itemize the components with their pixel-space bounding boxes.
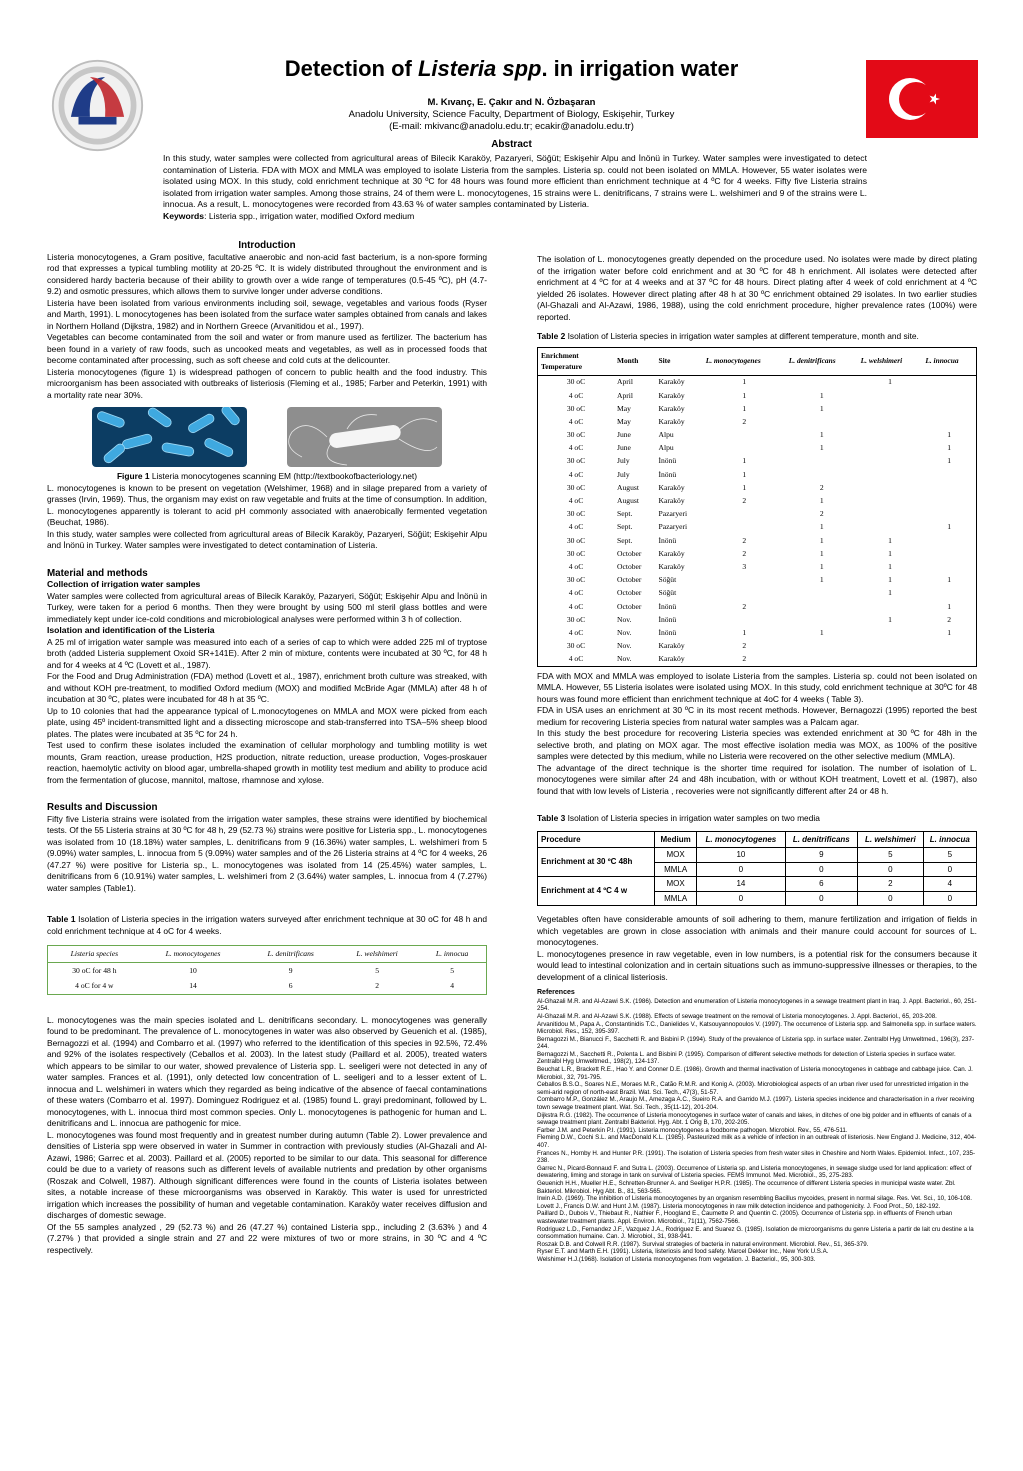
reference-item: Welshimer H.J.(1968). Isolation of Listeria monocytogenes from vegetation. J. Bacteriol., 95, 300-303.: [537, 1255, 816, 1263]
paragraph: For the Food and Drug Administration (FDA) method (Lovett et al., 1987), enrichment broth culture was streaked, with and without KOH pre-treatment, to modified Oxford medium (MOX) and modified McBride Agar (MMLA) after 48 h of incubation at 30 ºC, plates were incubated for 48 h at 35 ºC.: [47, 671, 487, 704]
email: (E-mail: mkivanc@anadolu.edu.tr; ecakir@anadolu.edu.tr): [389, 121, 634, 132]
reference-item: Geuenich H.H., Mueller H.E., Schretten-Brunner A. and Seeliger H.P.R. (1985). The occurrence of different Listeria species in municipal waste water. Zbl. Bakteriol. Mikrobiol. Hyg Abt. B., 81, 563-565.: [537, 1179, 956, 1195]
introduction-heading: Introduction: [238, 240, 296, 251]
table-row: MMLA 0 0 0 0: [538, 862, 977, 877]
paragraph: FDA with MOX and MMLA was employed to isolate Listeria from the samples. Listeria sp. could not been isolated on MMLA. However, 55 Listeria isolates were isolated using MOX. In this study, cold enrichment technique at 30ºC for 48 hours was found more efficient than enrichment technique at 4oC for 4 weeks ( Table 3).: [537, 670, 977, 704]
reference-item: Frances N., Hornby H. and Hunter P.R. (1991). The isolation of Listeria species from fresh water sites in Cheshire and North Wales. Epidemiol. Infect., 107, 235-238.: [537, 1149, 976, 1165]
table-1-caption: Table 1 Isolation of Listeria species in the irrigation waters surveyed after enrichment technique at 30 oC for 48 h and cold enrichment technique at 4 oC for 4 weeks.: [47, 914, 487, 936]
table-header: Enrichment Temperature: [538, 347, 615, 375]
paragraph: Water samples were collected from agricultural areas of Bilecik Karaköy, Pazaryeri, Söğüt; Eskişehir Alpu and İnönü in Turkey, were taken for a period 6 months. Then they were brought by using 500 ml steril glass bottles and were immediately kept under ice-cold conditions and microbiological analyses were performed within 3 h of collection.: [47, 590, 487, 624]
paragraph: L. monocytogenes was the main species isolated and L. denitrificans secondary. L. monocytogenes was generally found to be predominant. The prevalence of L. monocytogenes in water was also observed by Geuenich et al. (1985), Bernagozzi et al. (1994) and Combarro et al. (1997) who referred to the identification of this species in 92.5%, 72.4% and 92% of the isolates respectively (Ceballos et al. 2003). In the latest study (Paillard et al. 2005), treated waters which appears to be similar to our water, showed prevalence of Listeria spp. L. seeligeri were not detected in any of water samples. Frances et al. (1991), only detected low concentration of L. seeligeri and to a lesser extent of L. innocua and L. welshimeri in waters which they regarded as being indicative of the absence of faecal contaminations of these waters (Combarro et al. 1997). Dominguez Rodriguez et al. (1985) found L. grayi predominant, followed by L. monocytogenes, with L. innocua third most common species. Only L. monocytogenes is pathogenic for human and L. denitrificans and L. innocua are pathogenic for mice.: [47, 1014, 487, 1128]
table-row: 4 oC October Karaköy 3 1 1: [568, 561, 892, 571]
table-row: 4 oC Nov. Karaköy 2: [568, 654, 747, 664]
paragraph: Test used to confirm these isolates included the examination of cellular morphology and tumbling motility is wet mounts, Gram reaction, urease production, H2S production, nitrate reduction, urease production, Voges-proskauer reaction, haemolytic activity on blood agar, umbrella-shaped growth in motility test medium and ability to produce acid from the fermentation of glucose, mannitol, maltose, rhamnose and xylose.: [47, 740, 487, 785]
paragraph: FDA in USA uses an enrichment at 30 ºC in its most recent methods. However, Bernagozzi (1995) reported the best medium for recovering Listeria species from natural water samples was a Palcam agar.: [537, 705, 977, 727]
table-row: 4 oC April Karaköy 1 1: [568, 390, 824, 400]
subheading: Collection of irrigation water samples: [47, 579, 201, 589]
listeria-cells-image: [92, 407, 247, 467]
table-row: 30 oC October Söğüt 1 1 1: [566, 575, 952, 585]
table-row: 4 oC for 4 w 14 6 2 4: [75, 981, 454, 990]
results-heading: Results and Discussion: [47, 802, 158, 813]
crescent-star-icon: [866, 60, 978, 138]
left-column: [47, 240, 487, 1256]
paragraph: A 25 ml of irrigation water sample was measured into each of a series of cap to which were added 225 ml of tryptose broth (added Listeria supplement Oxoid SR+141E). After 2 min of mixture, contents were incubated at 30 ºC, for 48 h and for 4 weeks at 4 ºC (Lovett et al., 1987).: [47, 636, 487, 670]
table-header: L. denitrificans: [785, 831, 858, 848]
paragraph: In this study, water samples were collected from agricultural areas of Bilecik Karaköy, Pazaryeri, Söğüt; Eskişehir Alpu and İnönü in Turkey. Water samples were investigated to detect contamination of Listeria.: [47, 528, 487, 550]
table-row: 30 oC April Karaköy 1 1: [566, 377, 892, 387]
table-header: Site: [655, 347, 702, 375]
table-1: [47, 945, 487, 995]
reference-item: Arvanitidou M., Papa A., Constantinidis T.C., Danielides V., Katsouyannopoulos V. (1997). The occurrence of Listeria spp. and Salmonella spp. in surface waters. Microbiol. Res., 152, 395-397.: [537, 1020, 977, 1036]
references: [537, 989, 977, 1263]
university-logo: [50, 58, 145, 153]
reference-item: Farber J.M. and Peterkin P.I. (1991). Listeria monocytogenes a foodborne pathogen. Microbiol. Rev., 55, 476-511.: [537, 1126, 848, 1134]
table-2: [537, 347, 977, 667]
table-row: 30 oC Nov. İnönü 1 2: [566, 614, 952, 624]
table-row: 4 oC Nov. İnönü 1 1 1: [568, 627, 952, 637]
affiliation: Anadolu University, Science Faculty, Department of Biology, Eskişehir, Turkey (E-mail: mkivanc@anadolu.edu.tr; ecakir@anadolu.edu.tr): [200, 109, 823, 133]
table-row: 30 oC June Alpu 1 1: [566, 430, 952, 440]
figure-caption: Figure 1 Listeria monocytogenes scanning EM (http://textbookofbacteriology.net): [116, 471, 418, 481]
reference-item: Al-Ghazali M.R. and Al-Azawi S.K. (1988). Effects of sewage treatment on the removal of Listeria monocytogenes. J. Appl. Bacteriol., 65, 203-208.: [537, 1012, 937, 1020]
abstract-text: In this study, water samples were collected from agricultural areas of Bilecik Karaköy, Pazaryeri, Söğüt; Eskişehir Alpu and İnönü in Turkey. Water samples were investigated to detect contamination of Listeria. FDA with MOX and MMLA was employed to isolate Listeria from the samples. Listeria sp. could not been isolated on MMLA. However, 55 water isolates were isolated using MOX. In this study, cold enrichment technique at 30 ºC for 48 hours was found more efficient than enrichment technique at 4 ºC for 4 weeks. Fifty five Listeria strains isolated from irrigation water samples. Among those strains, 24 of them were L. monocytogenes, 15 strains were L. denitrificans, 7 strains were L. welshimeri and 9 of the strains were L. innocua. As a result, L. monocytogenes were recorded from 43.63 % of water samples contaminated by Listeria.: [163, 153, 867, 210]
table-header: Medium: [655, 831, 697, 848]
reference-item: Irwin A.D. (1969). The inhibition of Listeria monocytogenes by an organism resembling Bacillus mycoides, present in normal silage. Res. Vet. Sci., 10, 106-108.: [537, 1195, 972, 1203]
figure-1: [47, 407, 487, 467]
table-header: Month: [614, 347, 655, 375]
table-row: 4 oC June Alpu 1 1: [568, 443, 952, 453]
table-header: Listeria species: [48, 946, 141, 963]
table-header: L. denitrificans: [245, 946, 336, 963]
table-3: [537, 831, 977, 907]
paragraph: L. monocytogenes was found most frequently and in greatest number during autumn (Table 2). Lower prevalence and densities of Listeria spp were observed in water in Summer in contraction with previously studies (Al-Ghazali and Al-Azawi, 1986; Garrec et al. 2003). Paillard et al. (2005) reported to be similar to our data. This seasonal for difference could be due to a variety of reasons such as different levels of available nutrients and predation by other organisms (Roszak and Colwell, 1987). Although significant differences were found in the counts of Listeria isolates between sites, a notable increase of these microorganisms was observed in Karaköy. This water is used for unrestricted irrigation which increases the possibility of human and vegetable contamination. Karaköy water receives diffusion and discharges of domestic sewage.: [47, 1129, 487, 1220]
reference-item: Lovett J., Francis D.W. and Hunt J.M. (1987). Listeria monocytogenes in raw milk detection incidence and pathogenicity. J. Food Prot., 50, 182-192.: [537, 1202, 941, 1210]
table-row: 30 oC August Karaköy 1 2: [566, 482, 824, 492]
paragraph: Of the 55 samples analyzed , 29 (52.73 %) and 26 (47.27 %) contained Listeria spp., including 2 (3.63% ) and 4 (7.27% ) that provided a single strain and 27 and 22 were mixtures of two or more strains, in 30 ºC and 4 ºC respectively.: [47, 1221, 487, 1255]
methods-heading: Material and methods: [47, 567, 148, 579]
table-row: 30 oC July İnönü 1 1: [566, 456, 952, 466]
reference-item: Beuchat L.R., Brackett R.E., Hao Y. and Conner D.E. (1986). Growth and thermal inactivation of Listeria monocytogenes in cabbage and cabbage juice. Can. J. Microbiol., 32, 791-795.: [537, 1066, 973, 1081]
table-header: L. monocytogenes: [141, 946, 246, 963]
table-row: 30 oC October Karaköy 2 1 1: [566, 548, 892, 558]
table-row: 30 oC Sept. İnönü 2 1 1: [566, 535, 892, 545]
paragraph: The advantage of the direct technique is the shorter time required for isolation. The number of isolation of L. monocytogenes were similar after 24 and 48h incubation, with or without KOH treatment, Lovett et al. (1987), also found that with low levels of Listeria , recoveries were not significantly different after 24 or 48 h.: [537, 762, 977, 796]
table-header: Procedure: [538, 831, 655, 848]
authors: M. Kıvanç, E. Çakır and N. Özbaşaran: [427, 97, 596, 108]
table-row: MMLA 0 0 0 0: [538, 891, 977, 906]
table-3-caption: Table 3 Isolation of Listeria species in irrigation water samples on two media: [537, 813, 820, 824]
table-row: Enrichment at 4 ºC 4 w MOX 14 6 2 4: [538, 877, 977, 892]
paragraph: In this study the best procedure for recovering Listeria species was extended enrichment at 30 ºC for 48h in the selective broth, and plating on MOX agar. The most effective isolation media was MOX, as 100% of the positive samples were detected by this medium, while no Listeria were recovered on the other selective medium (MMLA).: [537, 728, 977, 762]
paragraph: Listeria monocytogenes (figure 1) is widespread pathogen of concern to public health and the food industry. This microorganism has been associated with outbreaks of listeriosis (Fleming et al., 1985; Farber and Peterkin, 1991) with a mortality rate near 30%.: [47, 366, 487, 400]
page-title: Detection of Listeria spp. in irrigation water: [284, 56, 739, 81]
paragraph: The isolation of L. monocytogenes greatly depended on the procedure used. No isolates were made by direct plating of the irrigation water before cold enrichment and at 30 ºC for 48 h enrichment. All isolates were detected after enrichment at 4 ºC for at 4 weeks and at 37 ºC for 48 hours. Direct plating after 4 week of cold enrichment at 4 ºC yielded 26 isolates. However direct plating after 48 h at 30 ºC enrichment obtained 29 isolates. In two earlier studies (Al-Ghazali and Al-Azawi, 1986, 1988), using the cold enrichment procedure, higher prevalence rates (100%) were reported.: [537, 254, 977, 322]
table-header: L. innocua: [922, 347, 976, 375]
table-header: L. innocua: [418, 946, 486, 963]
reference-item: Fleming D.W., Cochi S.L. and MacDonald K.L. (1985). Pasteurized milk as a vehicle of infection in an outbreak of listeriosis. New England J. Medicine, 312, 404-407.: [537, 1134, 977, 1149]
reference-item: Combarro M.P., González M., Araujo M., Amezaga A.C., Sueiro R.A. and Garrido M.J. (1997). Listeria species incidence and characterisation in a river receiving town sewage treatment plant. Wat. Sci. Tech., 35(11-12), 201-204.: [537, 1096, 975, 1112]
subheading: Isolation and identification of the Listeria: [47, 625, 215, 635]
reference-item: Bernagozzi M., Sacchetti R., Polenta L. and Bisbini P. (1995). Comparison of different selective methods for detection of Listeria species in surface water. Zentralbl Hyg Umweltmed., 198(2), 124-137.: [537, 1050, 956, 1066]
right-column: [537, 254, 977, 1264]
table-row: Enrichment at 30 ºC 48h MOX 10 9 5 5: [538, 848, 977, 863]
reference-item: Dijkstra R.G. (1982). The occurrence of Listeria monocytogenes in surface water of canals and lakes, in ditches of one big polder and in effluents of canals of a sewage treatment plant. Zentralbl Bakteriol. Hyg. Abt. 1 Orig B, 170, 202-205.: [537, 1111, 972, 1127]
paragraph: L. monocytogenes presence in raw vegetable, even in low numbers, is a potential risk for the consumers because it would lead to intestinal colonization and in certain situations such as immuno-suppressive illnesses or therapies, to the development of a clinical listeriosis.: [537, 948, 977, 982]
table-row: 4 oC May Karaköy 2: [568, 416, 747, 426]
paragraph: L. monocytogenes is known to be present on vegetation (Welshimer, 1968) and in silage prepared from a variety of grasses (Irvin, 1969). Thus, the organism may exist on raw vegetable and fruits at the time of consumption. In addition, L. monocytogenes apparently is tolerant to acid pH commonly associated with anaerobically fermented vegetation (Beuchat, 1986).: [47, 482, 487, 527]
table-row: 4 oC October İnönü 2 1: [568, 601, 952, 611]
abstract: [163, 153, 867, 223]
keywords: Keywords: Listeria spp., irrigation water, modified Oxford medium: [163, 210, 415, 221]
reference-item: Paillard D., Dubois V., Thiebaut R., Nathier F., Hoogland E., Caumette P. and Quentin C. (2005). Occurrence of Listeria spp. in effluents of French urban wastewater treatment plants. Appl. Environ. Microbiol., 71(11), 7562-7566.: [537, 1210, 953, 1225]
paragraph: Listeria monocytogenes, a Gram positive, facultative anaerobic and non-acid fast bacterium, is a non-spore forming rod that expresses a typical tumbling motility at 20-25 ºC. It is widely distributed throughout the environment and is considered hardy bacteria because of their ability to growth over a wide range of temperatures (0.5-45 ºC), pH (4.7-9.2) and osmotic pressures, which allows them to survive longer under adverse conditions.: [47, 251, 487, 296]
abstract-heading: Abstract: [491, 139, 532, 150]
paragraph: Listeria have been isolated from various environments including soil, sewage, vegetables and various foods (Ryser and Marth, 1991). L monocytogenes has been isolated from the surface water samples obtained from canals and lakes in Northern Holland (Dijkstra, 1982) and in Northern Greece (Arvanitidou et al., 1997).: [47, 297, 487, 331]
table-row: 30 oC May Karaköy 1 1: [566, 403, 824, 413]
paragraph: Vegetables often have considerable amounts of soil adhering to them, manure fertilization and irrigation of fields in which vegetables are grown in close association with animals and their manure could account for sources of L. monocytogenes.: [537, 914, 977, 948]
turkish-flag: [866, 60, 978, 138]
table-header: L. monocytogenes: [703, 347, 786, 375]
listeria-flagella-image: [287, 407, 442, 467]
reference-item: Al-Ghazali M.R. and Al-Azawi S.K. (1986). Detection and enumeration of Listeria monocytogenes in a sewage treatment plant in Iraq. J. Appl. Bacteriol., 60, 251-254.: [537, 997, 977, 1013]
table-header: L. welshimeri: [858, 831, 924, 848]
paragraph: Fifty five Listeria strains were isolated from the irrigation water samples, these strains were identified by biochemical tests. Of the 55 Listeria strains at 30 ºC for 48 h, 29 (52.73 %) strains were positive for Listeria spp., L. monocytogenes was isolated from 10 (18.18%) water samples, L. denitrificans from 9 (16.36%) water samples, L. welshimeri from 5 (9.09%) water samples, L. innocua from 5 (9.09%) water samples and of the 26 Listeria strains at 4 ºC for 4 weeks, 26 (47.27 %) were positive for Listeria sp., L. monocytogenes was isolated from 14 (25.45%) water samples, L. denitrificans from 6 (10.91%) water samples, L. welshimeri from 2 (3.64%) water samples, L. innocua from 4 (7.27%) water samples (Table1).: [47, 813, 487, 893]
table-header: L. welshimeri: [858, 347, 923, 375]
reference-item: Rodriguez L.D., Fernandez J.F., Vazquez J.A., Rodriguez E. and Suarez G. (1985). Isolation de microorganisms du genre Listeria a partir de lait cru destine a la consommation humaine. Can. J. Microbiol., 31, 938-941.: [537, 1225, 974, 1241]
reference-item: Ceballos B.S.O., Soares N.E., Moraes M.R., Catão R.M.R. and Konig A. (2003). Microbiological aspects of an urban river used for unrestricted irrigation in the semi-arid region of north-east Brazil. Wat. Sci. Tech., 47(3), 51-57.: [537, 1081, 969, 1096]
table-row: 4 oC August Karaköy 2 1: [568, 496, 824, 506]
table-header: L. denitrificans: [786, 347, 858, 375]
table-row: 4 oC July İnönü 1: [568, 469, 747, 479]
reference-item: Roszak D.B. and Colwell R.R. (1987). Survival strategies of bacteria in natural environment. Microbiol. Rev., 51, 365-379.: [537, 1240, 869, 1248]
reference-item: Bernagozzi M., Bianucci F., Sacchetti R. and Bisbini P. (1994). Study of the prevalence of Listeria spp. in surface water. Zentralbl Hyg Umweltmed., 196(3), 237-244.: [537, 1035, 975, 1051]
reference-item: Ryser E.T. and Marth E.H. (1991). Listeria, listeriosis and food safety. Marcel Dekker Inc., New York U.S.A.: [537, 1248, 829, 1256]
table-row: 30 oC Sept. Pazaryeri 2: [566, 509, 824, 519]
table-header: L. monocytogenes: [697, 831, 785, 848]
table-row: 4 oC October Söğüt 1: [568, 588, 892, 598]
table-header: L. welshimeri: [336, 946, 418, 963]
table-row: 30 oC Nov. Karaköy 2: [566, 641, 747, 651]
paragraph: Vegetables can become contaminated from the soil and water or from manure used as fertilizer. The bacterium has been found in a variety of raw foods, such as uncooked meats and vegetables, as well as in processed foods that become contaminated after processing, such as soft cheese and cold cuts at the delicounter.: [47, 332, 487, 365]
table-row: 4 oC Sept. Pazaryeri 1 1: [568, 522, 952, 532]
table-row: 30 oC for 48 h 10 9 5 5: [72, 965, 454, 975]
references-heading: References: [537, 989, 575, 997]
paragraph: Up to 10 colonies that had the appearance typical of L.monocytogenes on MMLA and MOX were picked from each plate, using 45º incident-transmitted light and a dissecting microscope and stab-transferred into TSA–5% sheep blood plates. The plates were incubated at 35 ºC for 24 h.: [47, 705, 487, 739]
table-header: L. innocua: [923, 831, 976, 848]
reference-item: Garrec N., Picard-Bonnaud F. and Sutra L. (2003). Occurrence of Listeria sp. and Listeria monocytogenes, in sewage sludge used for land application: effect of dewatering, liming and storage in tank on survival of Listeria species. FEMS Immunol. Med. Microbiol., 35, 275-283.: [537, 1164, 972, 1180]
table-2-caption: Table 2 Isolation of Listeria species in irrigation water samples at different temperature, month and site.: [537, 331, 919, 341]
